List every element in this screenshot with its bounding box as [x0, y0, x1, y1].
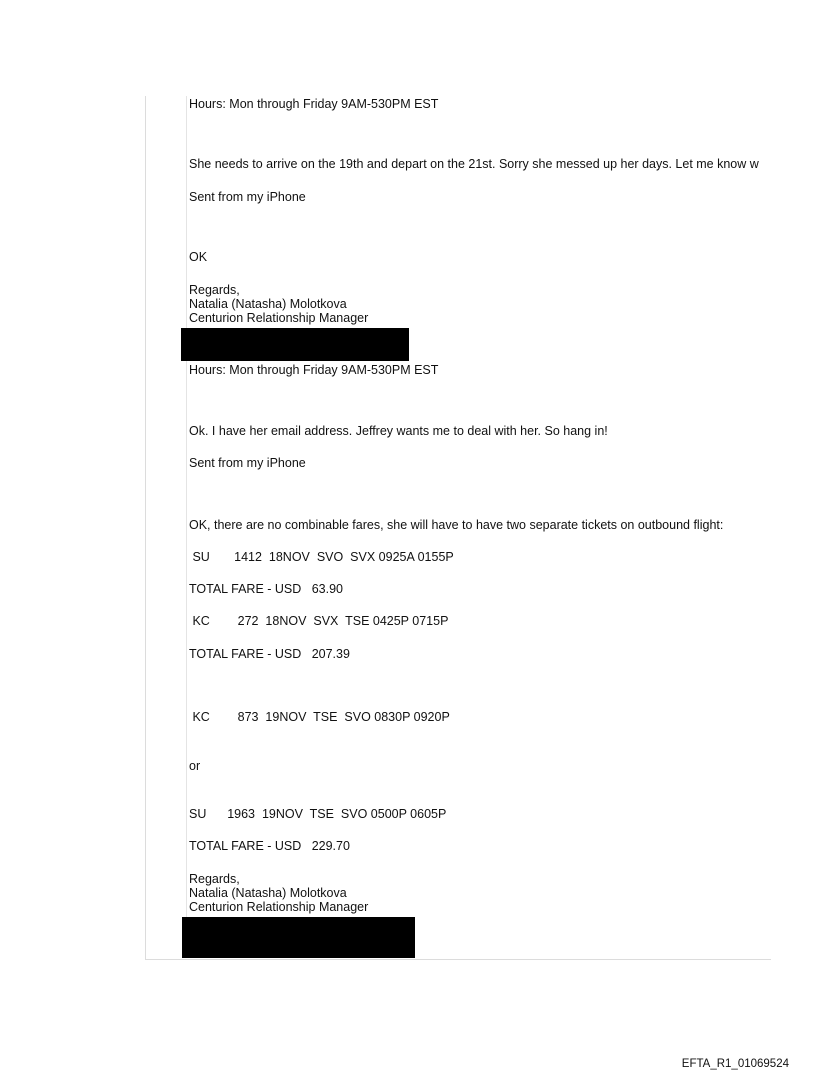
signature-name: Natalia (Natasha) Molotkova	[189, 886, 347, 900]
hours-text: Hours: Mon through Friday 9AM-530PM EST	[189, 363, 439, 377]
signature-name: Natalia (Natasha) Molotkova	[189, 297, 347, 311]
message-ok: OK	[189, 250, 208, 264]
hours-text: Hours: Mon through Friday 9AM-530PM EST	[189, 97, 439, 111]
sent-from-iphone: Sent from my iPhone	[189, 456, 306, 470]
total-fare: TOTAL FARE - USD 229.70	[189, 839, 350, 853]
flight-line: KC 873 19NOV TSE SVO 0830P 0920P	[189, 710, 450, 724]
signature-regards: Regards,	[189, 872, 240, 886]
flight-line: SU 1412 18NOV SVO SVX 0925A 0155P	[189, 550, 454, 564]
total-fare: TOTAL FARE - USD 207.39	[189, 647, 350, 661]
sent-from-iphone: Sent from my iPhone	[189, 190, 306, 204]
message-email-address: Ok. I have her email address. Jeffrey wants me to deal with her. So hang in!	[189, 424, 608, 438]
quote-rule	[186, 96, 187, 956]
redaction-block	[182, 917, 415, 958]
total-fare: TOTAL FARE - USD 63.90	[189, 582, 343, 596]
signature-title: Centurion Relationship Manager	[189, 900, 369, 914]
message-arrive-depart: She needs to arrive on the 19th and depart on the 21st. Sorry she messed up her days. Let me know w	[189, 157, 759, 171]
flight-line: SU 1963 19NOV TSE SVO 0500P 0605P	[189, 807, 447, 821]
signature-title: Centurion Relationship Manager	[189, 311, 369, 325]
document-id: EFTA_R1_01069524	[681, 1058, 789, 1070]
or-text: or	[189, 759, 201, 773]
message-fares: OK, there are no combinable fares, she will have to have two separate tickets on outbound flight:	[189, 518, 724, 532]
flight-line: KC 272 18NOV SVX TSE 0425P 0715P	[189, 614, 449, 628]
signature-regards: Regards,	[189, 283, 240, 297]
redaction-block	[181, 328, 409, 361]
